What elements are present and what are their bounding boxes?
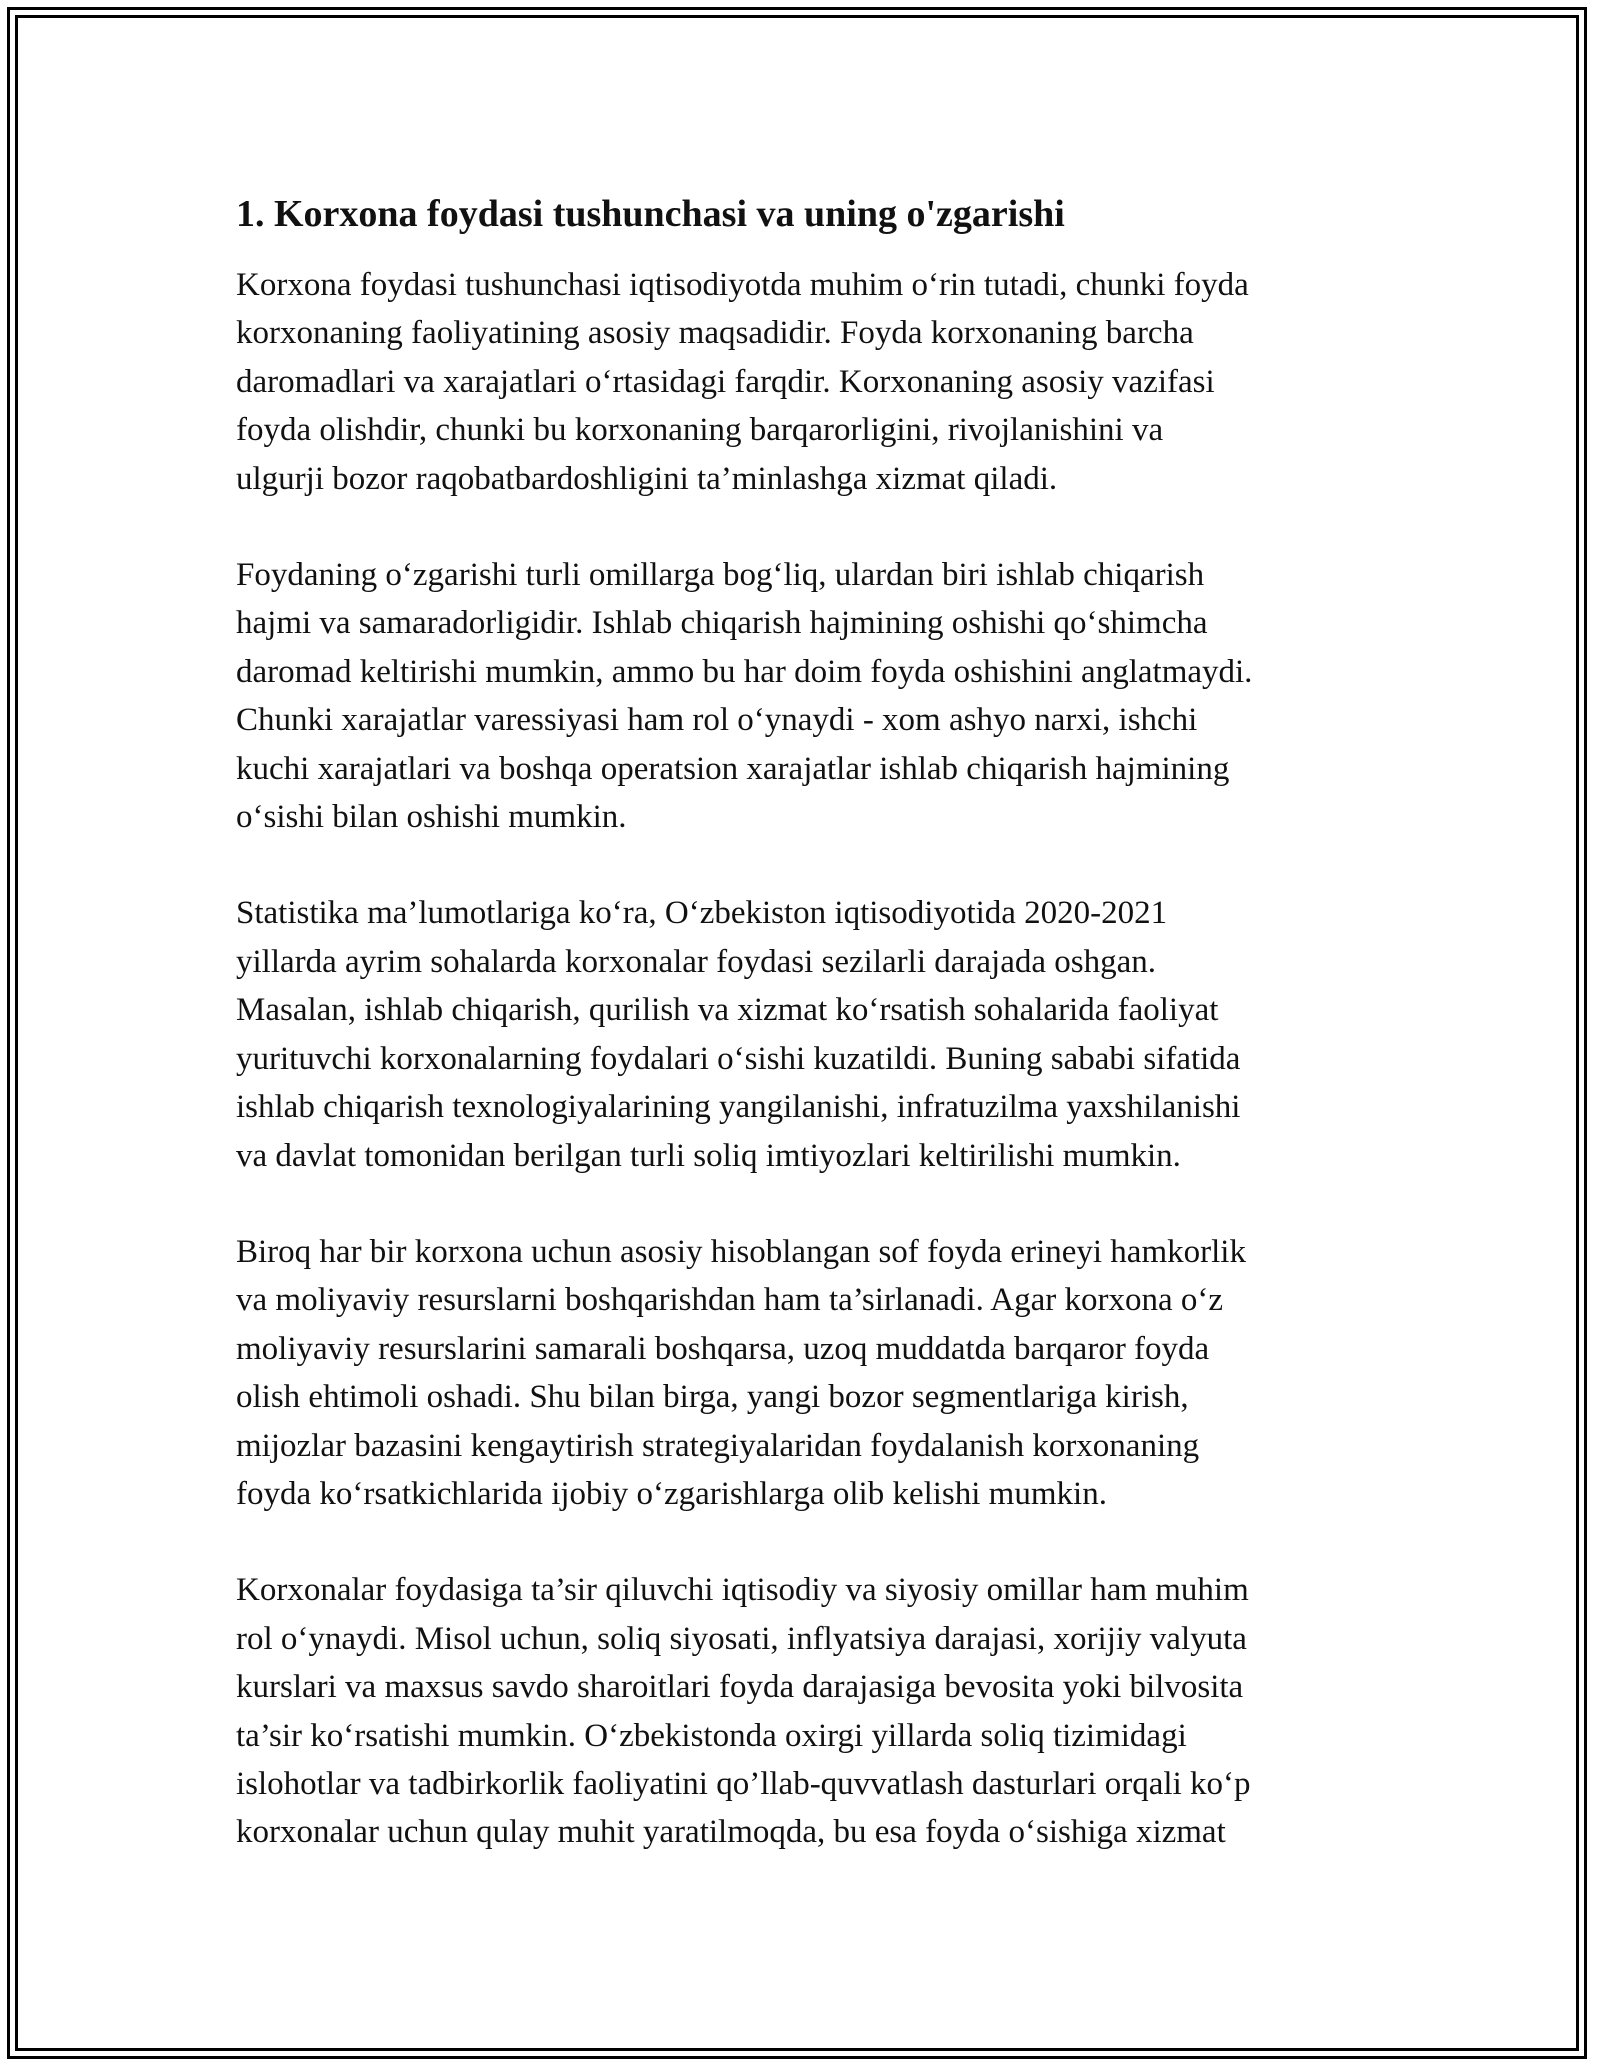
- paragraph-line: kuchi xarajatlari va boshqa operatsion xarajatlar ishlab chiqarish hajmining: [236, 750, 1230, 787]
- paragraph: [236, 889, 1376, 1179]
- paragraph: [236, 261, 1376, 503]
- paragraph-line: Foydaning o‘zgarishi turli omillarga bog‘liq, ulardan biri ishlab chiqarish: [236, 557, 1205, 594]
- paragraph-line: Korxona foydasi tushunchasi iqtisodiyotda muhim o‘rin tutadi, chunki foyda: [236, 267, 1249, 303]
- paragraph-line: korxonaning faoliyatining asosiy maqsadidir. Foyda korxonaning barcha: [236, 315, 1194, 352]
- paragraph-line: moliyaviy resurslarini samarali boshqarsa, uzoq muddatda barqaror foyda: [236, 1330, 1210, 1367]
- paragraph-line: rol o‘ynaydi. Misol uchun, soliq siyosati, inflyatsiya darajasi, xorijiy valyuta: [236, 1620, 1247, 1657]
- paragraph-line: Chunki xarajatlar varessiyasi ham rol o‘ynaydi - xom ashyo narxi, ishchi: [236, 702, 1198, 739]
- paragraph: [236, 1228, 1376, 1518]
- section-heading: 1. Korxona foydasi tushunchasi va uning o'zgarishi: [236, 193, 1065, 235]
- paragraph-line: korxonalar uchun qulay muhit yaratilmoqda, bu esa foyda o‘sishiga xizmat: [236, 1814, 1226, 1851]
- paragraph: [236, 551, 1376, 841]
- paragraph-line: foyda ko‘rsatkichlarida ijobiy o‘zgarishlarga olib kelishi mumkin.: [236, 1475, 1107, 1512]
- paragraph-line: o‘sishi bilan oshishi mumkin.: [236, 799, 627, 836]
- paragraph-line: daromadlari va xarajatlari o‘rtasidagi farqdir. Korxonaning asosiy vazifasi: [236, 363, 1215, 400]
- paragraph-line: yillarda ayrim sohalarda korxonalar foydasi sezilarli darajada oshgan.: [236, 943, 1156, 980]
- paragraph: [236, 1566, 1376, 1856]
- paragraph-line: hajmi va samaradorligidir. Ishlab chiqarish hajmining oshishi qo‘shimcha: [236, 605, 1208, 642]
- paragraph-line: olish ehtimoli oshadi. Shu bilan birga, yangi bozor segmentlariga kirish,: [236, 1379, 1189, 1416]
- paragraph-line: daromad keltirishi mumkin, ammo bu har doim foyda oshishini anglatmaydi.: [236, 653, 1253, 690]
- paragraph-line: Statistika ma’lumotlariga ko‘ra, O‘zbekiston iqtisodiyotida 2020-2021: [236, 895, 1168, 932]
- paragraph-line: ta’sir ko‘rsatishi mumkin. O‘zbekistonda oxirgi yillarda soliq tizimidagi: [236, 1717, 1187, 1754]
- paragraph-line: ulgurji bozor raqobatbardoshligini ta’minlashga xizmat qiladi.: [236, 460, 1058, 497]
- paragraph-line: Korxonalar foydasiga ta’sir qiluvchi iqtisodiy va siyosiy omillar ham muhim: [236, 1572, 1249, 1609]
- document-body: [236, 185, 1376, 1857]
- paragraph-line: va davlat tomonidan berilgan turli soliq imtiyozlari keltirilishi mumkin.: [236, 1137, 1181, 1174]
- paragraph-line: Biroq har bir korxona uchun asosiy hisoblangan sof foyda erineyi hamkorlik: [236, 1233, 1246, 1270]
- paragraph-line: foyda olishdir, chunki bu korxonaning barqarorligini, rivojlanishini va: [236, 412, 1164, 449]
- paragraph-line: mijozlar bazasini kengaytirish strategiyalaridan foydalanish korxonaning: [236, 1427, 1200, 1464]
- paragraph-line: kurslari va maxsus savdo sharoitlari foyda darajasiga bevosita yoki bilvosita: [236, 1669, 1244, 1706]
- paragraph-line: ishlab chiqarish texnologiyalarining yangilanishi, infratuzilma yaxshilanishi: [236, 1089, 1241, 1126]
- paragraph-line: yurituvchi korxonalarning foydalari o‘sishi kuzatildi. Buning sababi sifatida: [236, 1040, 1241, 1077]
- paragraph-line: islohotlar va tadbirkorlik faoliyatini qo’llab-quvvatlash dasturlari orqali ko‘p: [236, 1765, 1251, 1802]
- paragraph-line: Masalan, ishlab chiqarish, qurilish va xizmat ko‘rsatish sohalarida faoliyat: [236, 992, 1219, 1029]
- paragraph-line: va moliyaviy resurslarni boshqarishdan ham ta’sirlanadi. Agar korxona o‘z: [236, 1282, 1223, 1319]
